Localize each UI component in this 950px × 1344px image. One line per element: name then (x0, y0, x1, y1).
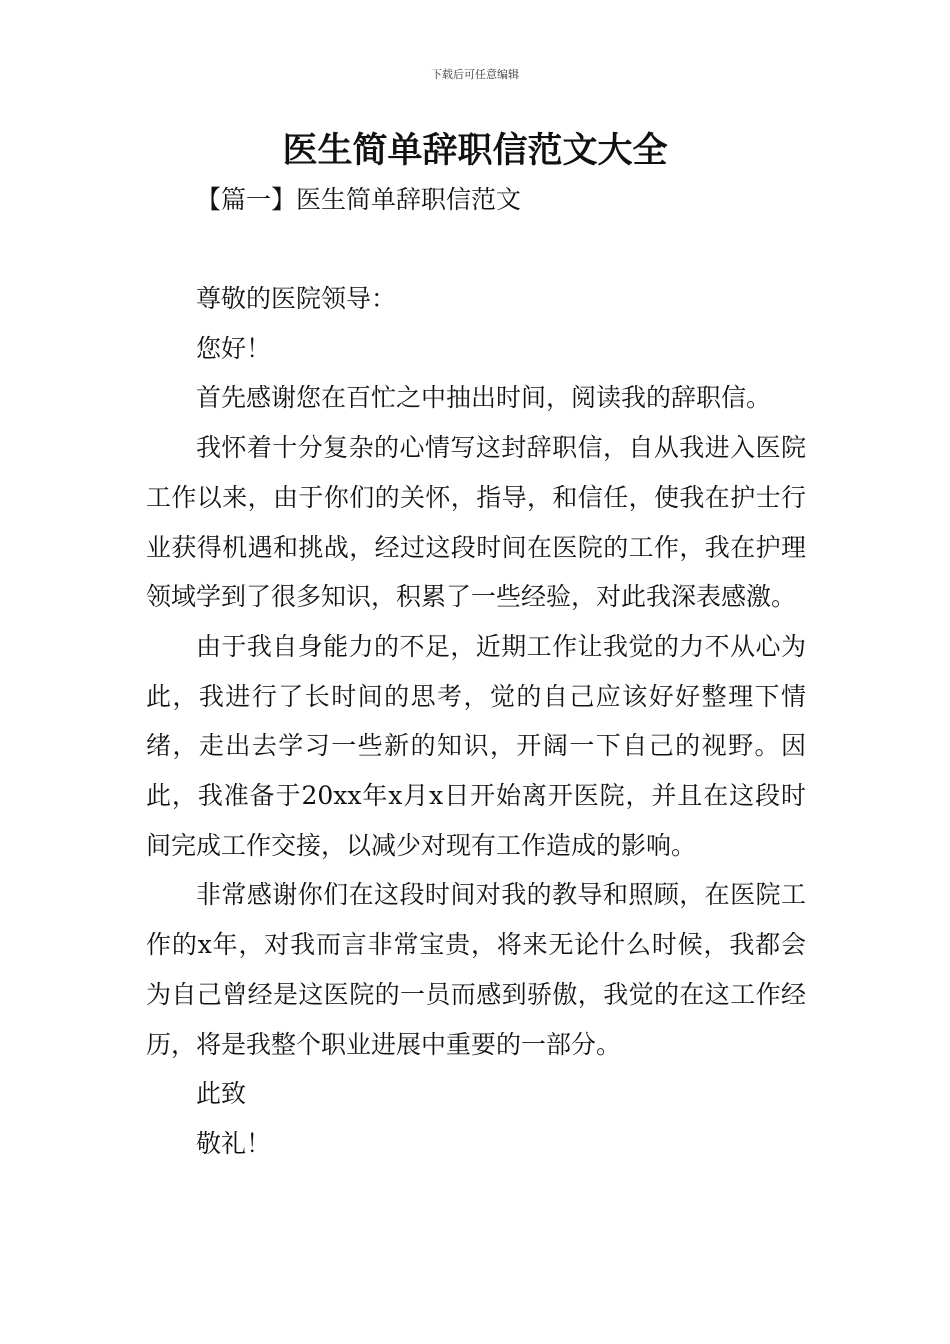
body-paragraph: 我怀着十分复杂的心情写这封辞职信，自从我进入医院工作以来，由于你们的关怀，指导，和信任，使我在护士行业获得机遇和挑战，经过这段时间在医院的工作，我在护理领域学到了很多知识，积累了一些经验，对此我深表感激。 (146, 433, 806, 612)
letter-body (146, 274, 806, 1169)
closing-line: 此致 (196, 1079, 247, 1109)
body-paragraph: 非常感谢你们在这段时间对我的教导和照顾，在医院工作的x年，对我而言非常宝贵，将来无论什么时候，我都会为自己曾经是这医院的一员而感到骄傲，我觉的在这工作经历，将是我整个职业进展中重要的一部分。 (146, 880, 806, 1059)
header-note: 下载后可任意编辑 (431, 68, 519, 81)
body-paragraph: 由于我自身能力的不足，近期工作让我觉的力不从心为此，我进行了长时间的思考，觉的自己应该好好整理下情绪，走出去学习一些新的知识，开阔一下自己的视野。因此，我准备于20xx年x月x日开始离开医院，并且在这段时间完成工作交接，以减少对现有工作造成的影响。 (146, 631, 806, 860)
body-paragraph: 首先感谢您在百忙之中抽出时间，阅读我的辞职信。 (196, 383, 772, 413)
salutation: 尊敬的医院领导： (196, 284, 397, 313)
section-heading: 【篇一】医生简单辞职信范文 (196, 185, 522, 214)
document-title: 医生简单辞职信范文大全 (282, 131, 668, 171)
greeting: 您好！ (196, 333, 272, 363)
closing-regards: 敬礼！ (196, 1128, 272, 1158)
